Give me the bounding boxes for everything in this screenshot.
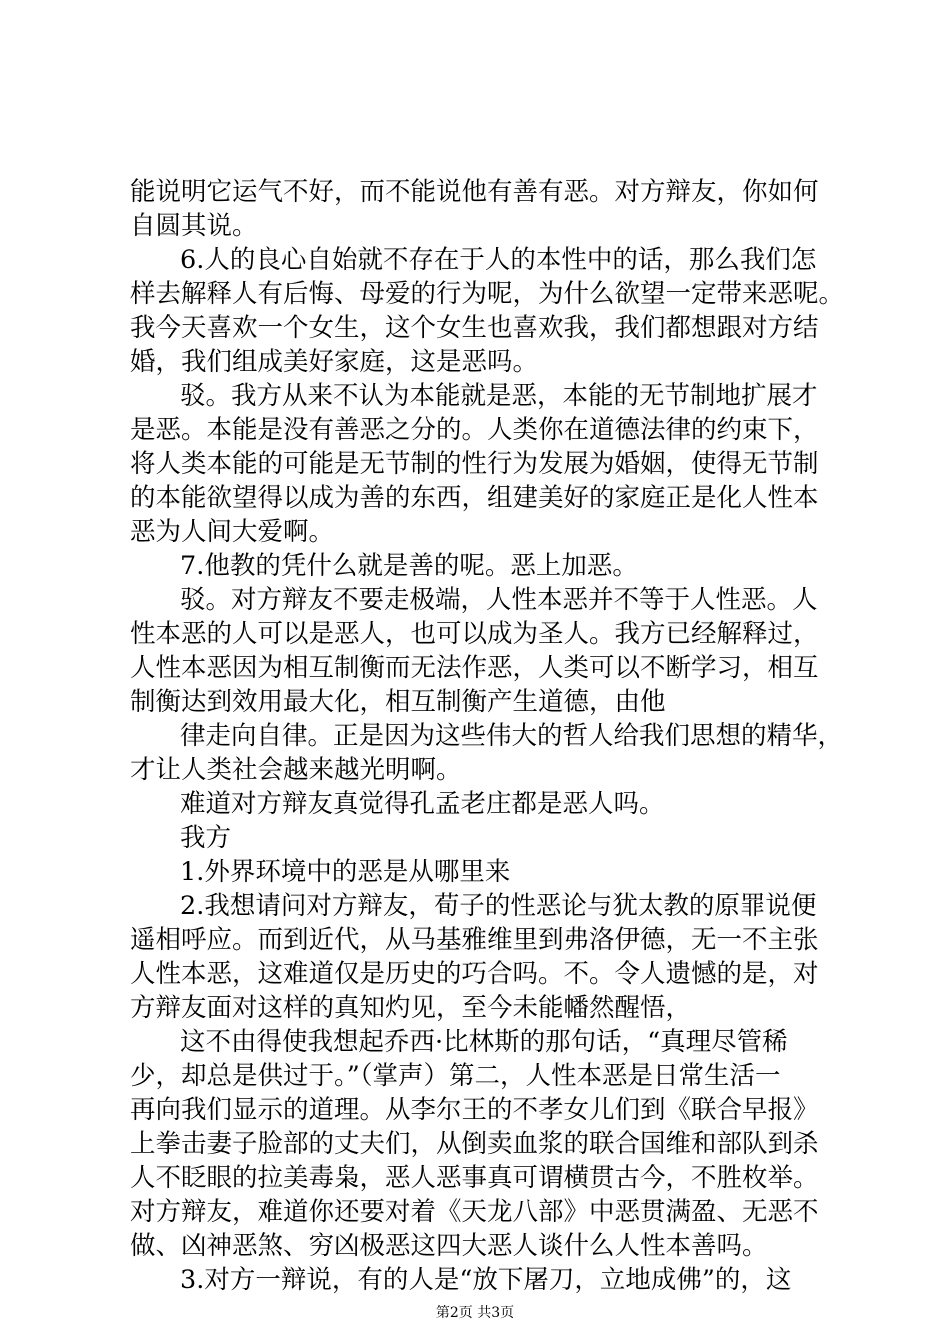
text-line: 做、凶神恶煞、穷凶极恶这四大恶人谈什么人性本善吗。 — [130, 1231, 768, 1261]
text-line: 7.他教的凭什么就是善的呢。恶上加恶。 — [180, 551, 638, 581]
text-line: 这不由得使我想起乔西·比林斯的那句话，“真理尽管稀 — [180, 1027, 788, 1057]
text-line: 我今天喜欢一个女生，这个女生也喜欢我，我们都想跟对方结 — [130, 313, 819, 343]
text-line: 驳。对方辩友不要走极端，人性本恶并不等于人性恶。人 — [180, 585, 818, 615]
text-line: 性本恶的人可以是恶人，也可以成为圣人。我方已经解释过， — [130, 619, 819, 649]
text-line: 恶为人间大爱啊。 — [130, 517, 335, 547]
text-line: 的本能欲望得以成为善的东西，组建美好的家庭正是化人性本 — [130, 483, 819, 513]
text-line: 再向我们显示的道理。从李尔王的不孝女儿们到《联合早报》 — [130, 1095, 819, 1125]
text-line: 2.我想请问对方辩友，荀子的性恶论与犹太教的原罪说便 — [180, 891, 817, 921]
text-line: 能说明它运气不好，而不能说他有善有恶。对方辩友，你如何 — [130, 177, 819, 207]
text-line: 6.人的良心自始就不存在于人的本性中的话，那么我们怎 — [180, 245, 817, 275]
text-line: 对方辩友，难道你还要对着《天龙八部》中恶贯满盈、无恶不 — [130, 1197, 819, 1227]
text-line: 我方 — [180, 823, 232, 853]
text-line: 人性本恶因为相互制衡而无法作恶，人类可以不断学习，相互 — [130, 653, 819, 683]
page-footer: 第2页 共3页 — [435, 1305, 515, 1321]
text-line: 1.外界环境中的恶是从哪里来 — [180, 857, 511, 887]
text-line: 遥相呼应。而到近代，从马基雅维里到弗洛伊德，无一不主张 — [130, 925, 819, 955]
text-line: 3.对方一辩说，有的人是“放下屠刀，立地成佛”的，这 — [180, 1265, 792, 1295]
text-line: 是恶。本能是没有善恶之分的。人类你在道德法律的约束下， — [130, 415, 819, 445]
text-line: 自圆其说。 — [130, 211, 258, 241]
text-line: 制衡达到效用最大化，相互制衡产生道德，由他 — [130, 687, 666, 717]
text-line: 方辩友面对这样的真知灼见，至今未能幡然醒悟， — [130, 993, 692, 1023]
text-line: 上拳击妻子脸部的丈夫们，从倒卖血浆的联合国维和部队到杀 — [130, 1129, 819, 1159]
text-line: 才让人类社会越来越光明啊。 — [130, 755, 462, 785]
text-line: 律走向自律。正是因为这些伟大的哲人给我们思想的精华， — [180, 721, 844, 751]
text-line: 少，却总是供过于。”（掌声）第二，人性本恶是日常生活一 — [130, 1061, 781, 1091]
text-line: 将人类本能的可能是无节制的性行为发展为婚姻，使得无节制 — [130, 449, 819, 479]
text-line: 难道对方辩友真觉得孔孟老庄都是恶人吗。 — [180, 789, 665, 819]
text-line: 人不眨眼的拉美毒枭，恶人恶事真可谓横贯古今，不胜枚举。 — [130, 1163, 819, 1193]
text-line: 驳。我方从来不认为本能就是恶，本能的无节制地扩展才 — [180, 381, 818, 411]
text-line: 样去解释人有后悔、母爱的行为呢，为什么欲望一定带来恶呢。 — [130, 279, 845, 309]
text-line: 人性本恶，这难道仅是历史的巧合吗。不。令人遗憾的是，对 — [130, 959, 819, 989]
text-line: 婚，我们组成美好家庭，这是恶吗。 — [130, 347, 539, 377]
